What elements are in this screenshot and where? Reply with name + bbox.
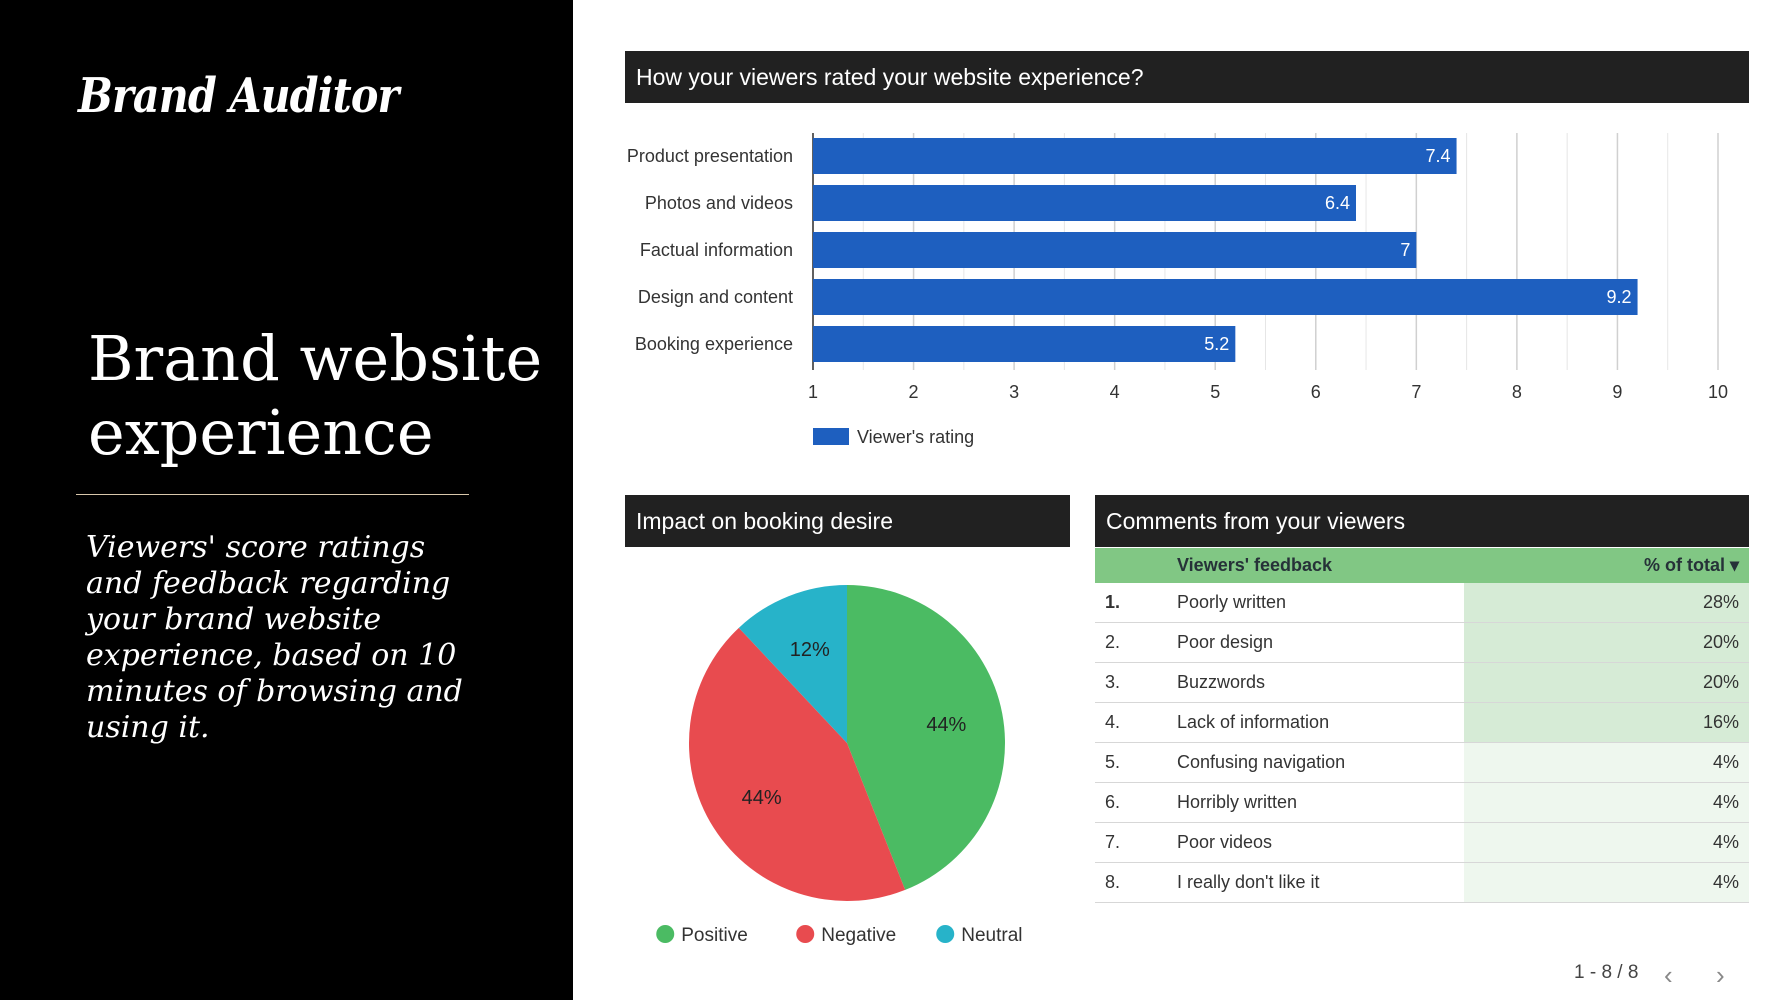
pct-cell: 4% [1464, 863, 1749, 903]
pct-cell: 28% [1464, 583, 1749, 623]
feedback-cell: Confusing navigation [1167, 743, 1464, 783]
legend-swatch [813, 428, 849, 445]
bar-value-label: 9.2 [1606, 287, 1632, 307]
legend-dot [656, 925, 674, 943]
chevron-right-icon[interactable]: › [1716, 960, 1725, 990]
bar [813, 185, 1356, 221]
impact-panel-header: Impact on booking desire [625, 495, 1070, 547]
bar [813, 232, 1416, 268]
legend-dot [936, 925, 954, 943]
x-tick-label: 9 [1612, 382, 1623, 402]
pct-cell: 4% [1464, 743, 1749, 783]
pct-cell: 20% [1464, 663, 1749, 703]
rank-header [1095, 548, 1167, 583]
feedback-cell: Horribly written [1167, 783, 1464, 823]
feedback-cell: Buzzwords [1167, 663, 1464, 703]
x-tick-label: 4 [1109, 382, 1120, 402]
x-tick-label: 6 [1310, 382, 1321, 402]
pct-cell: 4% [1464, 823, 1749, 863]
legend-label: Viewer's rating [857, 427, 975, 447]
pct-header[interactable]: % of total ▾ [1464, 548, 1749, 583]
category-label: Photos and videos [644, 193, 793, 213]
bar-value-label: 5.2 [1204, 334, 1230, 354]
x-tick-label: 3 [1009, 382, 1020, 402]
bar [813, 138, 1457, 174]
feedback-cell: Poor videos [1167, 823, 1464, 863]
row-rank: 5. [1095, 743, 1167, 783]
row-rank: 4. [1095, 703, 1167, 743]
row-rank: 8. [1095, 863, 1167, 903]
page-title: Brand website experience [88, 322, 543, 469]
pie-value-label: 44% [926, 714, 967, 737]
impact-pie-chart [625, 560, 1070, 945]
sidebar-panel [0, 0, 573, 1000]
row-rank: 7. [1095, 823, 1167, 863]
legend-label: Negative [821, 925, 897, 945]
x-tick-label: 10 [1707, 382, 1729, 402]
pct-cell: 20% [1464, 623, 1749, 663]
table-row[interactable] [1095, 823, 1749, 863]
legend-label: Neutral [961, 925, 1023, 945]
bar-value-label: 6.4 [1324, 193, 1350, 213]
category-label: Product presentation [626, 146, 793, 166]
pie-value-label: 44% [741, 787, 782, 810]
page-subtitle: Viewers' score ratings and feedback regarding your brand website experience, based on 10 minutes of browsing and using it. [86, 530, 463, 745]
comments-table [1095, 548, 1749, 903]
comments-panel-header: Comments from your viewers [1095, 495, 1749, 547]
pct-cell: 16% [1464, 703, 1749, 743]
rating-panel-header: How your viewers rated your website experience? [625, 51, 1749, 103]
table-row[interactable] [1095, 863, 1749, 903]
pct-cell: 4% [1464, 783, 1749, 823]
category-label: Factual information [639, 240, 793, 260]
feedback-cell: I really don't like it [1167, 863, 1464, 903]
feedback-cell: Lack of information [1167, 703, 1464, 743]
row-rank: 6. [1095, 783, 1167, 823]
x-tick-label: 2 [908, 382, 919, 402]
table-header-row [1095, 548, 1749, 583]
bar [813, 326, 1235, 362]
brand-logo: Brand Auditor [78, 68, 399, 124]
feedback-cell: Poorly written [1167, 583, 1464, 623]
bar-value-label: 7 [1400, 240, 1411, 260]
pie-value-label: 12% [789, 638, 830, 661]
row-rank: 3. [1095, 663, 1167, 703]
table-row[interactable] [1095, 703, 1749, 743]
bar-value-label: 7.4 [1425, 146, 1451, 166]
rating-bar-chart [573, 103, 1790, 460]
legend-dot [796, 925, 814, 943]
table-row[interactable] [1095, 783, 1749, 823]
table-row[interactable] [1095, 623, 1749, 663]
x-tick-label: 5 [1210, 382, 1221, 402]
feedback-cell: Poor design [1167, 623, 1464, 663]
legend-label: Positive [681, 925, 748, 945]
bar [813, 279, 1638, 315]
x-tick-label: 7 [1411, 382, 1422, 402]
table-row[interactable] [1095, 663, 1749, 703]
divider [76, 494, 469, 495]
table-row[interactable] [1095, 583, 1749, 623]
category-label: Booking experience [634, 334, 793, 354]
x-tick-label: 8 [1511, 382, 1522, 402]
row-rank: 1. [1095, 583, 1167, 623]
table-row[interactable] [1095, 743, 1749, 783]
row-rank: 2. [1095, 623, 1167, 663]
category-label: Design and content [637, 287, 793, 307]
feedback-header[interactable]: Viewers' feedback [1167, 548, 1464, 583]
x-tick-label: 1 [807, 382, 819, 402]
pagination-label: 1 - 8 / 8 [1574, 962, 1639, 983]
chevron-left-icon[interactable]: ‹ [1664, 960, 1673, 990]
